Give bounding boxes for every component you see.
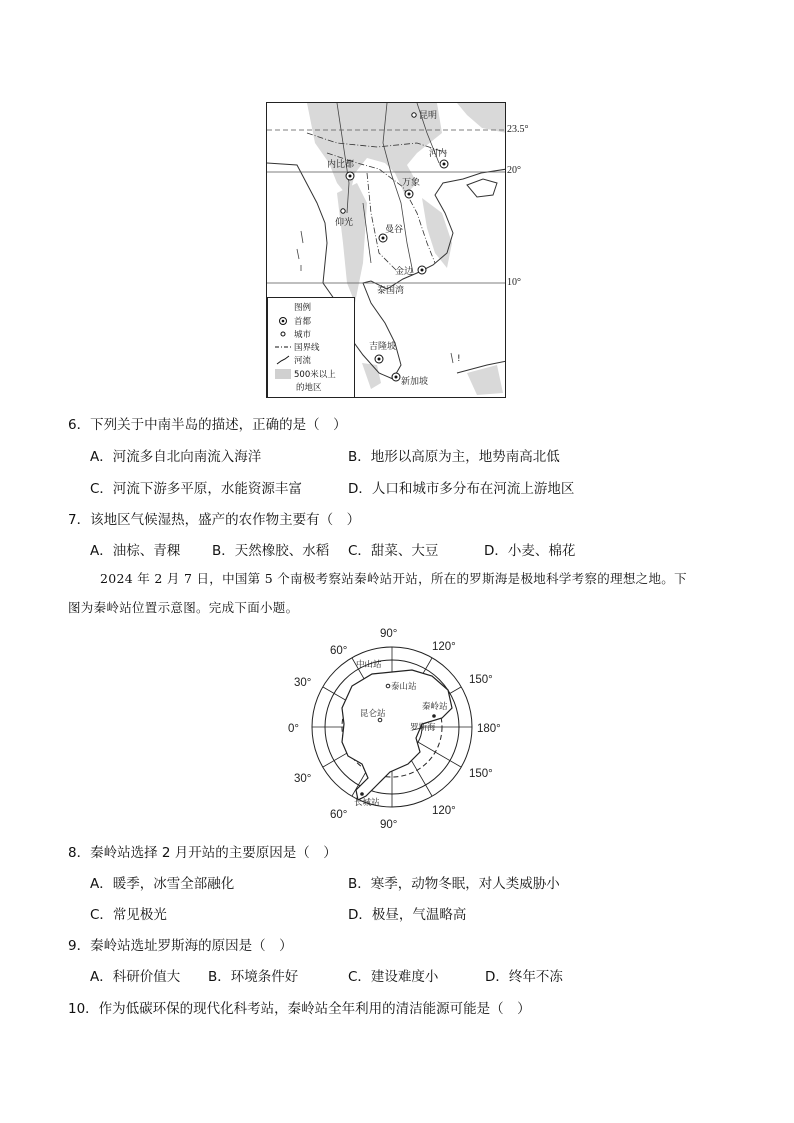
q9-stem: 9．秦岭站选址罗斯海的原因是（ ）	[68, 938, 293, 954]
q6-option-b[interactable]: B．地形以高原为主，地势南高北低	[348, 449, 560, 465]
legend-highland-label-1: 500米以上	[294, 370, 336, 380]
degree-bottom-60: 60°	[330, 809, 348, 821]
q8-option-d[interactable]: D．极昼，气温略高	[348, 907, 467, 923]
q7-option-c[interactable]: C．甜菜、大豆	[348, 543, 439, 559]
degree-lower-150: 150°	[469, 768, 493, 780]
lat-label-10: 10°	[507, 277, 521, 288]
label-kuala-lumpur: 吉隆坡	[369, 342, 397, 352]
label-gulf-of-thailand: 泰国湾	[377, 286, 405, 296]
river-symbol-icon	[274, 355, 292, 365]
label-hanoi: 河内	[429, 149, 448, 159]
label-singapore: 新加坡	[401, 377, 429, 387]
q8-stem: 8．秦岭站选择 2 月开站的主要原因是（ ）	[68, 845, 337, 861]
lat-label-20: 20°	[507, 165, 521, 176]
highland-symbol-icon	[274, 369, 292, 379]
legend-row-border	[274, 341, 320, 353]
legend-row-highland	[274, 368, 336, 380]
legend-city-label: 城市	[294, 330, 312, 340]
legend-highland-label-2: 的地区	[296, 383, 322, 393]
label-naypyidaw: 内比都	[327, 160, 355, 170]
q9-option-a[interactable]: A．科研价值大	[90, 969, 181, 985]
q6-option-c[interactable]: C．河流下游多平原，水能资源丰富	[90, 481, 302, 497]
degree-right-180: 180°	[477, 723, 501, 735]
capital-symbol-icon	[274, 316, 292, 326]
q9-option-d[interactable]: D．终年不冻	[485, 969, 563, 985]
antarctica-polar-graphic	[282, 624, 512, 836]
label-ross-sea: 罗斯海	[410, 723, 436, 733]
label-bangkok: 曼谷	[385, 225, 404, 235]
q8-option-a[interactable]: A．暖季，冰雪全部融化	[90, 876, 235, 892]
map-legend	[267, 297, 355, 398]
q7-stem: 7．该地区气候湿热，盛产的农作物主要有（ ）	[68, 512, 361, 528]
station-qinling: 秦岭站	[422, 702, 448, 712]
q10-stem: 10．作为低碳环保的现代化科考站，秦岭站全年利用的清洁能源可能是（ ）	[68, 1001, 531, 1017]
station-zhongshan: 中山站	[356, 660, 382, 670]
label-yangon: 仰光	[335, 218, 354, 228]
q7-option-b[interactable]: B．天然橡胶、水稻	[212, 543, 330, 559]
legend-row-capital	[274, 315, 311, 327]
degree-top-120: 120°	[432, 641, 456, 653]
q6-stem: 6．下列关于中南半岛的描述，正确的是（ ）	[68, 417, 347, 433]
label-phnompenh: 金边	[395, 267, 414, 277]
degree-top-90: 90°	[380, 628, 398, 640]
degree-left-0: 0°	[288, 723, 299, 735]
indochina-map	[266, 102, 506, 398]
border-symbol-icon	[274, 342, 292, 352]
degree-lower-30: 30°	[294, 773, 312, 785]
legend-title: 图例	[294, 303, 312, 313]
antarctica-polar-map	[282, 624, 512, 836]
label-vientiane: 万象	[402, 178, 421, 188]
legend-capital-label: 首都	[294, 317, 312, 327]
legend-border-label: 国界线	[294, 343, 320, 353]
island-mark: !	[457, 354, 461, 364]
q7-option-a[interactable]: A．油棕、青稞	[90, 543, 181, 559]
station-kunlun: 昆仑站	[360, 709, 386, 719]
q6-option-a[interactable]: A．河流多自北向南流入海洋	[90, 449, 262, 465]
station-changcheng: 长城站	[354, 798, 380, 808]
lat-label-23-5: 23.5°	[507, 124, 529, 135]
station-taishan: 泰山站	[391, 682, 417, 692]
degree-right-150: 150°	[469, 674, 493, 686]
q8-option-b[interactable]: B．寒季，动物冬眠，对人类威胁小	[348, 876, 560, 892]
q6-option-d[interactable]: D．人口和城市多分布在河流上游地区	[348, 481, 575, 497]
degree-top-60: 60°	[330, 645, 348, 657]
passage-line-1: 2024 年 2 月 7 日，中国第 5 个南极考察站秦岭站开站，所在的罗斯海是极地科学考察的理想之地。下	[100, 571, 687, 586]
q9-option-b[interactable]: B．环境条件好	[208, 969, 299, 985]
q7-option-d[interactable]: D．小麦、棉花	[484, 543, 576, 559]
degree-left-30: 30°	[294, 677, 312, 689]
legend-river-label: 河流	[294, 356, 312, 366]
label-kunming: 昆明	[419, 111, 438, 121]
legend-row-city	[274, 328, 311, 340]
passage-line-2: 图为秦岭站位置示意图。完成下面小题。	[68, 600, 299, 615]
degree-bottom-120: 120°	[432, 805, 456, 817]
city-symbol-icon	[274, 329, 292, 339]
legend-row-river	[274, 354, 311, 366]
q9-option-c[interactable]: C．建设难度小	[348, 969, 439, 985]
legend-row-highland-2	[294, 381, 322, 393]
degree-bottom-90: 90°	[380, 819, 398, 831]
q8-option-c[interactable]: C．常见极光	[90, 907, 167, 923]
